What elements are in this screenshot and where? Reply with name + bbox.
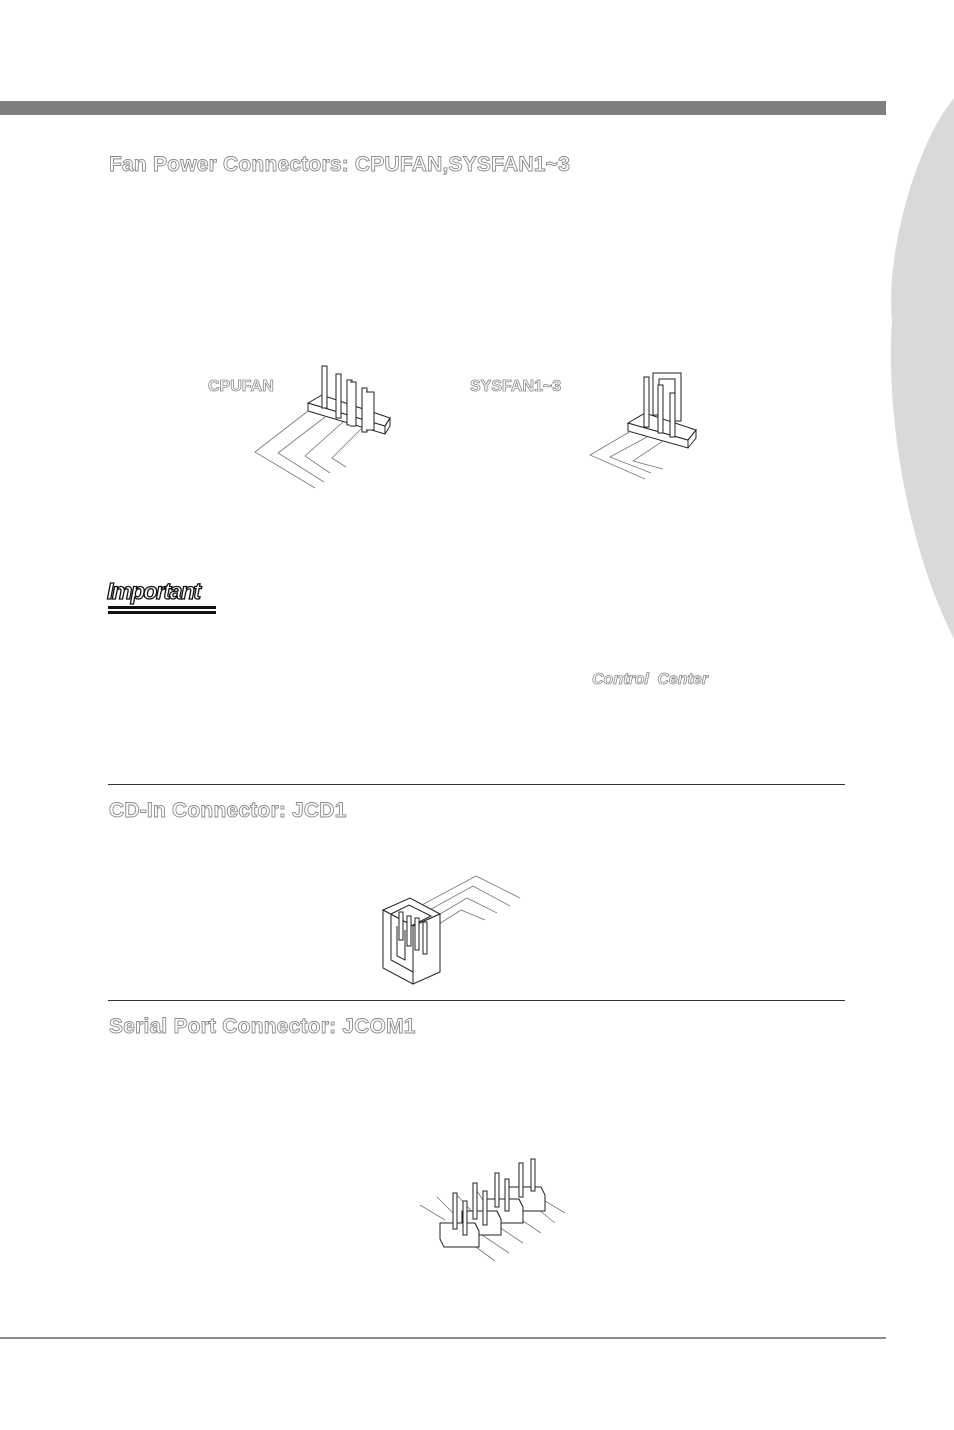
control-center-text: Control Center	[592, 671, 708, 688]
important-underline	[108, 606, 216, 609]
bottom-rule	[0, 1337, 886, 1339]
top-bar	[0, 101, 886, 115]
sysfan-connector-diagram	[585, 365, 705, 485]
section-divider-1	[108, 784, 845, 785]
side-tab	[880, 0, 954, 1430]
serial-section-heading: Serial Port Connector: JCOM1	[109, 1015, 416, 1038]
section-divider-2	[108, 1000, 845, 1001]
jcom1-connector-diagram	[415, 1155, 575, 1270]
important-title: Important	[107, 578, 200, 604]
jcd1-connector-diagram	[375, 868, 525, 988]
cd-section-heading: CD-In Connector: JCD1	[109, 799, 347, 822]
sysfan-label: SYSFAN1~3	[470, 378, 562, 395]
important-underline-2	[108, 611, 216, 614]
cpufan-connector-diagram	[250, 360, 395, 490]
cpufan-label: CPUFAN	[208, 378, 274, 395]
fan-section-heading: Fan Power Connectors: CPUFAN,SYSFAN1~3	[109, 153, 570, 176]
